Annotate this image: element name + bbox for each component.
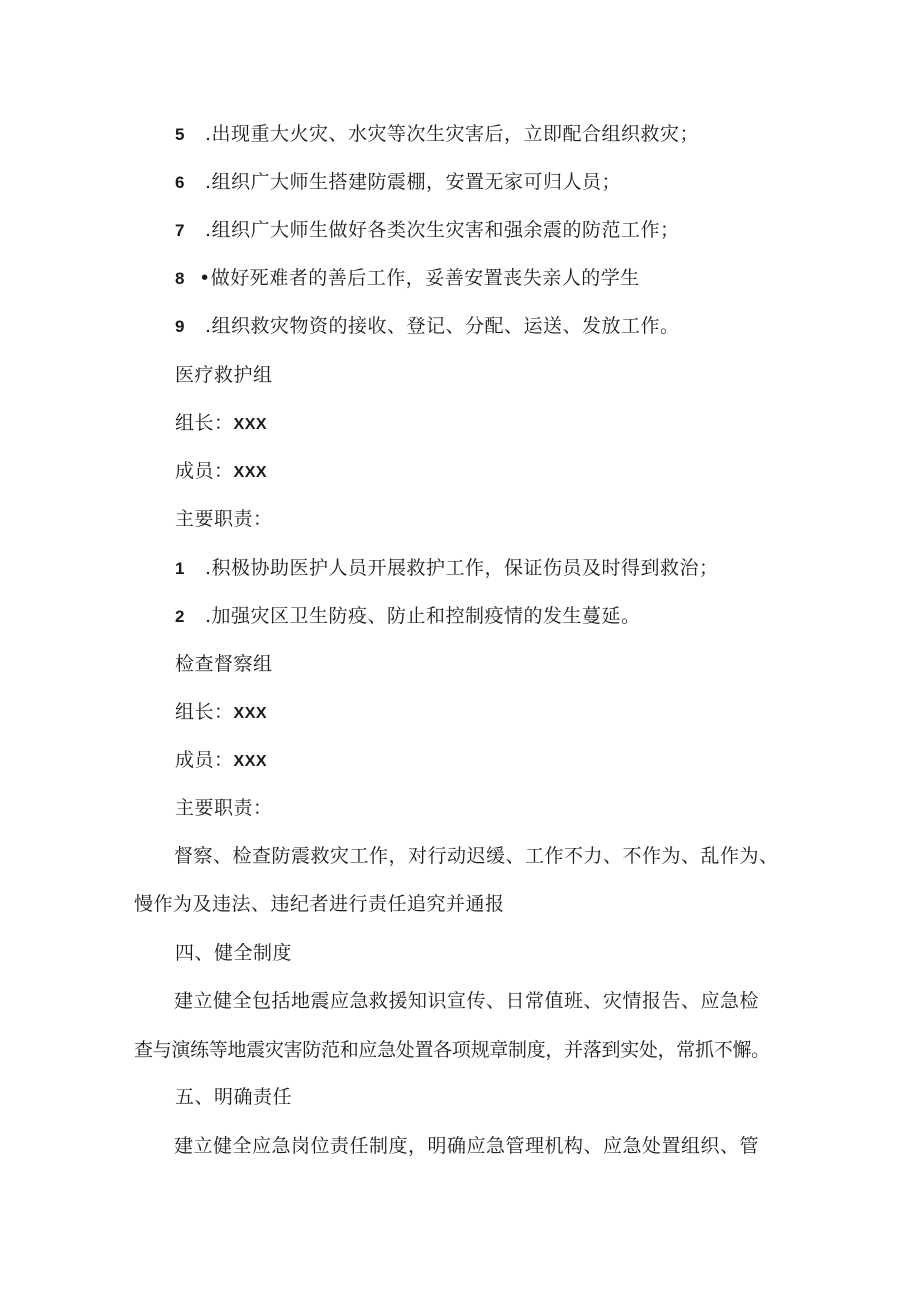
leader-label: 组长： [175, 701, 234, 723]
inspection-members [175, 747, 267, 775]
paragraph-line [134, 1133, 802, 1159]
list-number: 2 [175, 607, 185, 626]
inspection-group-title: 检查督察组 [175, 653, 273, 675]
list-separator: . [205, 557, 212, 579]
medical-group-title: 医疗救护组 [175, 364, 273, 386]
section-heading-4: 四、健全制度 [175, 942, 293, 964]
paragraph-text: 建立健全应急岗位责任制度，明确应急管理机构、应急处置组织、管 [174, 1135, 760, 1157]
list-separator: . [205, 605, 212, 627]
list-text: 组织救灾物资的接收、登记、分配、运送、发放工作。 [211, 315, 680, 337]
inspection-duty-paragraph [134, 843, 802, 917]
medical-leader [175, 410, 267, 438]
medical-duty-item-2 [175, 603, 641, 630]
list-separator: . [205, 123, 212, 145]
list-item-9 [175, 313, 680, 340]
paragraph-text: 建立健全包括地震应急救援知识宣传、日常值班、灾情报告、应急检 [174, 990, 760, 1012]
member-value: XXX [233, 464, 268, 481]
leader-value: XXX [233, 705, 268, 722]
member-value: XXX [233, 753, 268, 770]
paragraph-text: 督察、检查防震救灾工作，对行动迟缓、工作不力、不作为、乱作为、 [174, 845, 779, 867]
list-item-6 [175, 169, 621, 196]
member-label: 成员： [175, 460, 234, 482]
section-heading-5: 五、明确责任 [175, 1086, 293, 1108]
section4-paragraph [134, 988, 802, 1063]
list-number: 6 [175, 173, 185, 192]
list-item-7 [175, 217, 680, 244]
medical-duties-label: 主要职责： [175, 508, 273, 530]
medical-members [175, 458, 267, 486]
list-text: 积极协助医护人员开展救护工作，保证伤员及时得到救治； [211, 557, 719, 579]
leader-value: XXX [233, 416, 268, 433]
list-separator: . [205, 171, 212, 193]
paragraph-line [134, 988, 802, 1014]
list-item-8 [175, 265, 640, 292]
inspection-leader [175, 699, 267, 727]
list-text: 出现重大火灾、水灾等次生灾害后，立即配合组织救灾； [211, 123, 700, 145]
section5-paragraph [134, 1133, 802, 1159]
list-text: 加强灾区卫生防疫、防止和控制疫情的发生蔓延。 [211, 605, 641, 627]
list-number: 1 [175, 559, 185, 578]
list-number: 5 [175, 125, 185, 144]
inspection-duties-label: 主要职责： [175, 797, 273, 819]
list-number: 9 [175, 317, 185, 336]
member-label: 成员： [175, 749, 234, 771]
list-text: 做好死难者的善后工作，妥善安置丧失亲人的学生 [210, 267, 640, 289]
paragraph-line: 慢作为及违法、违纪者进行责任追究并通报 [134, 893, 505, 915]
list-item-5 [175, 121, 699, 148]
paragraph-line [134, 843, 802, 869]
list-number: 7 [175, 221, 185, 240]
list-separator: . [205, 315, 212, 337]
list-text: 组织广大师生做好各类次生灾害和强余震的防范工作； [211, 219, 680, 241]
list-number: 8 [175, 269, 185, 288]
medical-duty-item-1 [175, 555, 719, 582]
list-text: 组织广大师生搭建防震棚，安置无家可归人员； [211, 171, 622, 193]
list-separator: • [199, 267, 211, 289]
leader-label: 组长： [175, 412, 234, 434]
paragraph-line: 查与演练等地震灾害防范和应急处置各项规章制度，并落到实处，常抓不懈。 [134, 1039, 770, 1061]
list-separator: . [205, 219, 212, 241]
